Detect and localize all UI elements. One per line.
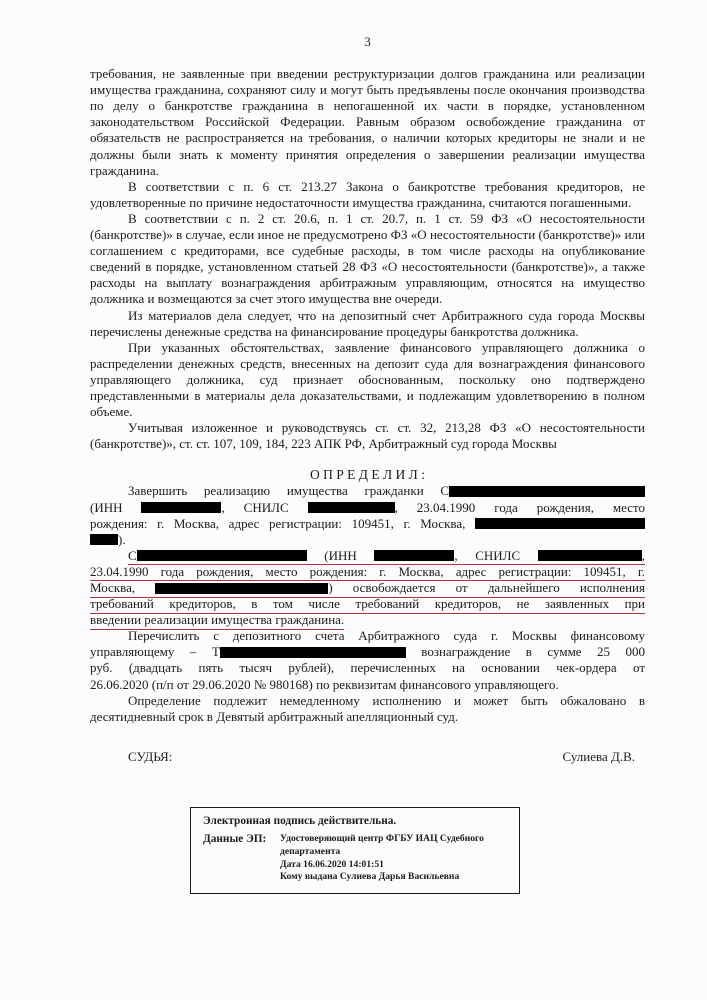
- paragraph-ruling-basis: Учитывая изложенное и руководствуясь ст. ст. 32, 213,28 ФЗ «О несостоятельности (банкротстве)», ст. ст. 107, 109, 184, 223 АПК РФ, Арбитражный суд города Москвы: [90, 420, 645, 452]
- redaction-bar-manager-name: [220, 647, 406, 658]
- resolution-release-line-1: [90, 548, 645, 564]
- electronic-signature-stamp: [190, 807, 520, 894]
- judge-name: Сулиева Д.В.: [562, 748, 635, 764]
- redaction-bar-inn: [374, 550, 454, 561]
- closing-paren: ).: [118, 531, 126, 547]
- resolution-payment-line-3: [90, 660, 645, 676]
- release-text: ) освобождается от дальнейшего исполнения: [328, 580, 645, 595]
- birth-place-text: 23.04.1990 года рождения, место рождения: г. Москва, адрес регистрации: 109451, г.: [90, 564, 645, 582]
- order-ref-text: 26.06.2020 (п/п от 29.06.2020 № 980168) по реквизитам финансового управляющего.: [90, 676, 559, 692]
- amount-text: руб. (двадцать пять тысяч рублей), перечисленных на основании чек-ордера от: [90, 660, 645, 676]
- signature-data-row: [203, 833, 509, 884]
- snils-label: , СНИЛС: [454, 547, 521, 563]
- paragraph-art-213-27: В соответствии с п. 6 ст. 213.27 Закона о банкротстве требования кредиторов, не удовлетворенные по причине недостаточности имущества гражданина, считаются погашенными.: [90, 178, 645, 210]
- redaction-bar-address: [475, 518, 645, 529]
- payment-text: Перечислить с депозитного счета Арбитражного суда г. Москвы финансовому: [128, 628, 645, 644]
- signature-valid-text: Электронная подпись действительна.: [203, 814, 397, 827]
- debtor-initial: С: [128, 547, 137, 563]
- resolution-release-line-5: [90, 612, 645, 628]
- completion-text: Завершить реализацию имущества гражданки С: [128, 483, 449, 499]
- redaction-bar-snils: [538, 550, 642, 561]
- resolution-payment-line-1: [90, 628, 645, 644]
- creditor-claims-text: требований кредиторов, в том числе требований кредиторов, не заявленных при: [90, 596, 645, 614]
- redaction-bar-inn: [141, 502, 221, 513]
- inn-label: (ИНН: [324, 547, 357, 563]
- release-end-text: введении реализации имущества гражданина.: [90, 612, 344, 630]
- resolution-completion-line-4: [90, 532, 645, 548]
- redaction-bar-snils: [308, 502, 395, 513]
- signature-issued-to: Кому выдана Сулиева Дарья Васильевна: [280, 871, 460, 883]
- birth-date-text: , 23.04.1990 года рождения, место: [394, 499, 646, 515]
- resolution-completion-line-2: [90, 500, 645, 516]
- remuneration-text: вознаграждение в сумме 25 000: [421, 644, 646, 660]
- paragraph-application-justified: При указанных обстоятельствах, заявление финансового управляющего должника о распределении денежных средств, внесенных на депозит суда для вознаграждения финансового управляющего должника, суд признает обоснованным, поскольку оно подтверждено представленными в материалы дела доказательствами, и подлежащим удовлетворению в полном объеме.: [90, 339, 645, 420]
- city-text: Москва,: [90, 580, 136, 595]
- paragraph-deposit-funds: Из материалов дела следует, что на депозитный счет Арбитражного суда города Москвы перечислены денежные средства на финансирование процедуры банкротства должника.: [90, 307, 645, 339]
- address-text: рождения: г. Москва, адрес регистрации: 109451, г. Москва,: [90, 515, 466, 531]
- redaction-bar-name: [137, 550, 307, 561]
- paragraph-appeal: Определение подлежит немедленному исполнению и может быть обжаловано в десятидневный срок в Девятый арбитражный апелляционный суд.: [90, 692, 645, 724]
- judge-signature-row: [90, 749, 645, 765]
- redaction-bar-address: [155, 583, 328, 594]
- resolution-completion-line-1: [90, 483, 645, 499]
- resolution-payment-line-4: [90, 677, 645, 693]
- signature-details: [280, 833, 505, 884]
- comma: ,: [641, 547, 646, 563]
- judge-label: СУДЬЯ:: [128, 748, 173, 764]
- snils-label: , СНИЛС: [221, 499, 289, 515]
- resolution-release-line-4: [90, 596, 645, 612]
- resolution-release-line-3: [90, 580, 645, 596]
- redaction-bar-address-tail: [90, 534, 118, 545]
- page-number: 3: [364, 34, 371, 49]
- redaction-bar-name: [449, 486, 645, 497]
- resolution-heading: О П Р Е Д Е Л И Л :: [310, 467, 425, 483]
- paragraph-unstated-claims: требования, не заявленные при введении реструктуризации долгов гражданина или реализации имущества гражданина, сохраняют силу и могут быть предъявлены после окончания производства по делу о банкротстве гражданина в непогашенной их части в порядке, установленном законодательством Российской Федерации. Равным образом освобождение гражданина от обязательств не распространяется на требования, о наличии которых кредиторы не знали и не должны были знать к моменту принятия определения о завершении реализации имущества гражданина.: [90, 66, 645, 178]
- paragraph-court-costs: В соответствии с п. 2 ст. 20.6, п. 1 ст. 20.7, п. 1 ст. 59 ФЗ «О несостоятельности (банкротстве)» в случае, если иное не предусмотрено ФЗ «О несостоятельности (банкротстве)» или соглашением с кредиторами, все судебные расходы, в том числе расходы на опубликование сведений в порядке, установленном статьей 28 ФЗ «О несостоятельности (банкротстве)», а также расходы на выплату вознаграждения арбитражным управляющим, относятся на имущество должника и возмещаются за счет этого имущества вне очереди.: [90, 210, 645, 307]
- signature-authority: Удостоверяющий центр ФГБУ ИАЦ Судебного департамента: [280, 832, 484, 857]
- signature-data-label: Данные ЭП:: [203, 832, 267, 845]
- inn-label: (ИНН: [90, 499, 123, 515]
- resolution-completion-line-3: [90, 516, 645, 532]
- resolution-release-line-2: [90, 564, 645, 580]
- resolution-payment-line-2: [90, 644, 645, 660]
- signature-date: Дата 16.06.2020 14:01:51: [280, 858, 384, 870]
- manager-text: управляющему – Т: [90, 644, 220, 660]
